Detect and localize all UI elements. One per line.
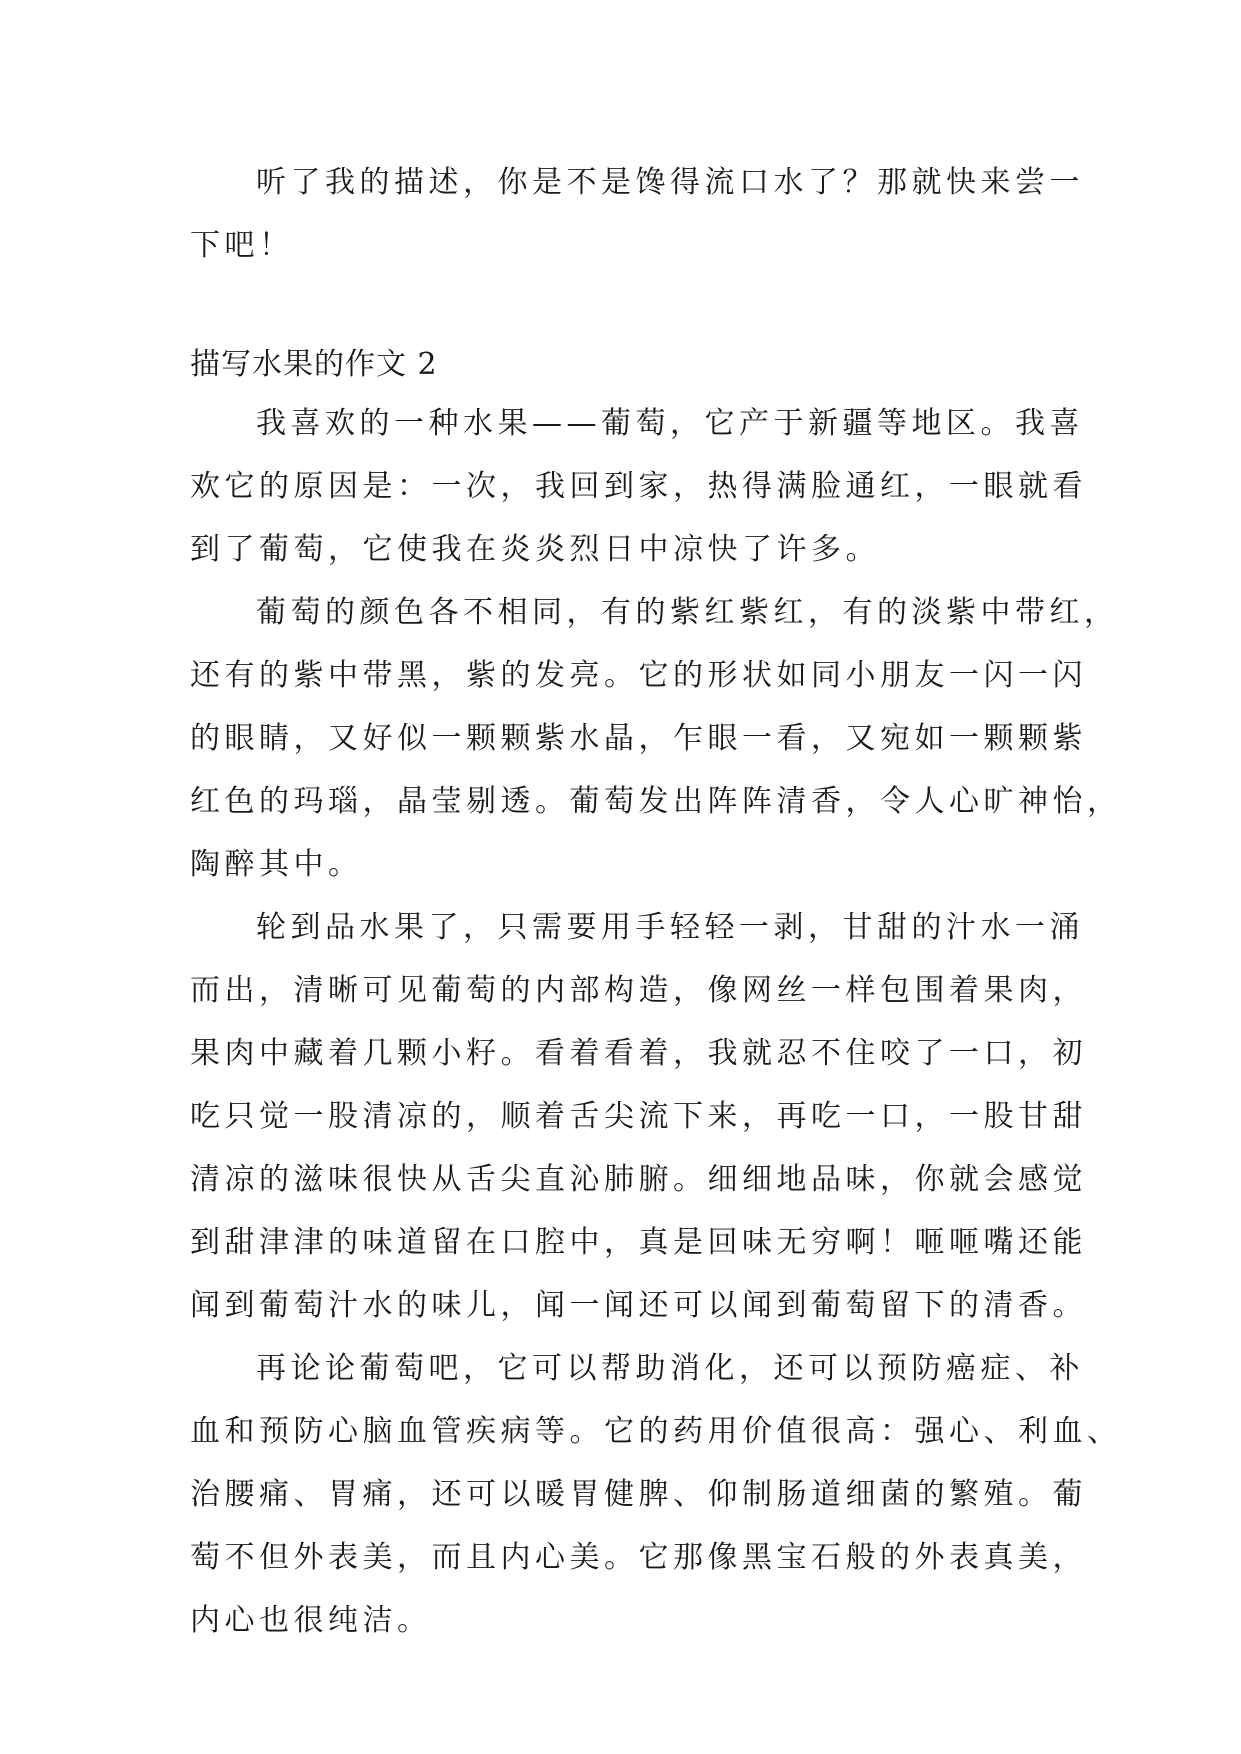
paragraph-line: 清凉的滋味很快从舌尖直沁肺腑。细细地品味，你就会感觉 <box>190 1162 1087 1197</box>
paragraph-line: 听了我的描述，你是不是馋得流口水了？那就快来尝一 <box>256 165 1084 200</box>
paragraph-line: 吃只觉一股清凉的，顺着舌尖流下来，再吃一口，一股甘甜 <box>190 1099 1087 1134</box>
paragraph-line: 轮到品水果了，只需要用手轻轻一剥，甘甜的汁水一涌 <box>256 910 1084 945</box>
paragraph-line: 内心也很纯洁。 <box>190 1603 432 1638</box>
paragraph-line: 我喜欢的一种水果——葡萄，它产于新疆等地区。我喜 <box>256 406 1084 441</box>
paragraph-line: 葡萄的颜色各不相同，有的紫红紫红，有的淡紫中带红， <box>256 595 1119 630</box>
paragraph-line: 陶醉其中。 <box>190 847 363 882</box>
section-title: 描写水果的作文 2 <box>190 347 438 382</box>
paragraph-line: 欢它的原因是：一次，我回到家，热得满脸通红，一眼就看 <box>190 469 1087 504</box>
paragraph-line: 再论论葡萄吧，它可以帮助消化，还可以预防癌症、补 <box>256 1351 1084 1386</box>
paragraph-line: 红色的玛瑙，晶莹剔透。葡萄发出阵阵清香，令人心旷神怡， <box>190 784 1122 819</box>
paragraph-line: 闻到葡萄汁水的味儿，闻一闻还可以闻到葡萄留下的清香。 <box>190 1288 1087 1323</box>
paragraph-line: 的眼睛，又好似一颗颗紫水晶，乍眼一看，又宛如一颗颗紫 <box>190 721 1087 756</box>
paragraph-line: 治腰痛、胃痛，还可以暖胃健脾、仰制肠道细菌的繁殖。葡 <box>190 1477 1087 1512</box>
paragraph-line: 萄不但外表美，而且内心美。它那像黑宝石般的外表真美， <box>190 1540 1087 1575</box>
paragraph-line: 到甜津津的味道留在口腔中，真是回味无穷啊！咂咂嘴还能 <box>190 1225 1087 1260</box>
paragraph-line: 还有的紫中带黑，紫的发亮。它的形状如同小朋友一闪一闪 <box>190 658 1087 693</box>
paragraph-line: 而出，清晰可见葡萄的内部构造，像网丝一样包围着果肉， <box>190 973 1087 1008</box>
paragraph-line: 到了葡萄，它使我在炎炎烈日中凉快了许多。 <box>190 532 880 567</box>
paragraph-line: 下吧！ <box>190 228 294 263</box>
paragraph-line: 血和预防心脑血管疾病等。它的药用价值很高：强心、利血、 <box>190 1414 1122 1449</box>
paragraph-line: 果肉中藏着几颗小籽。看着看着，我就忍不住咬了一口，初 <box>190 1036 1087 1071</box>
